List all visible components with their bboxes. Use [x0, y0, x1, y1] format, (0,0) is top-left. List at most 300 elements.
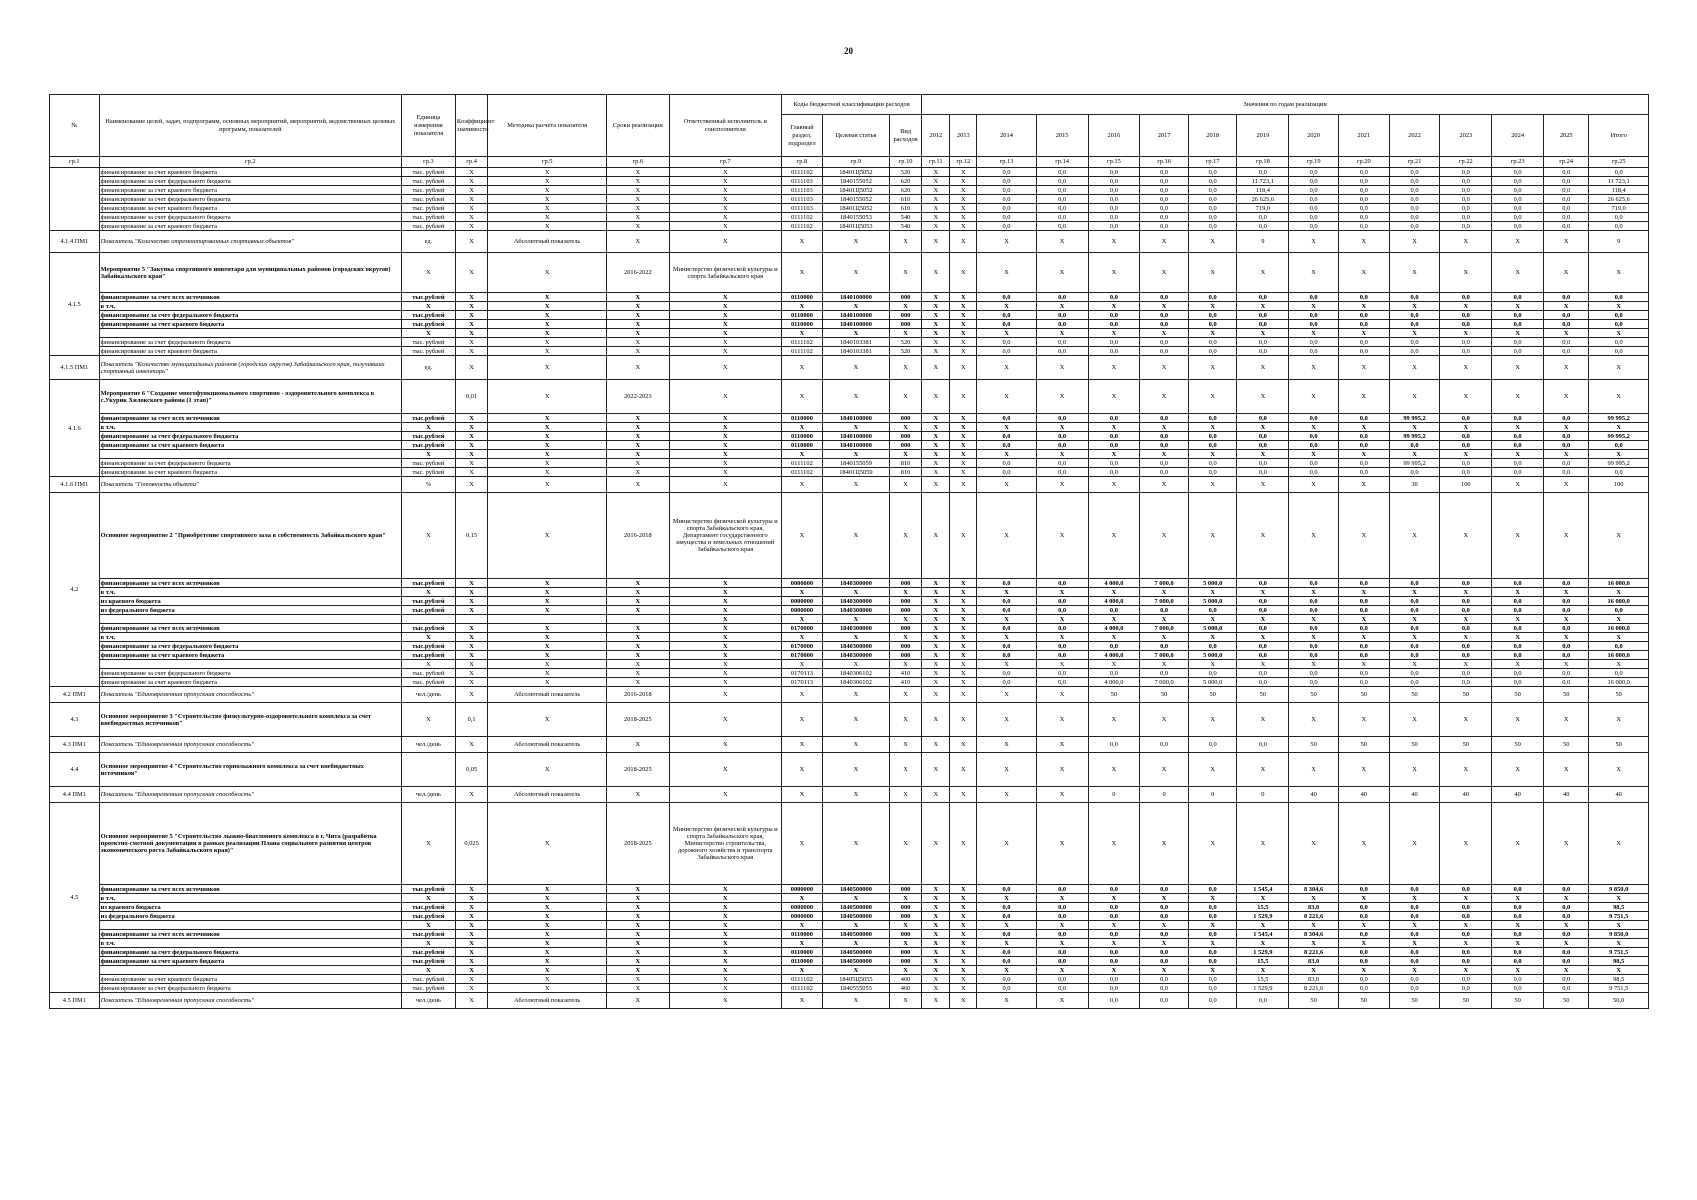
header-year: 2023 [1440, 115, 1492, 157]
row-cell: X [607, 213, 670, 222]
row-cell: 0,0 [1389, 597, 1440, 606]
row-cell: 0,0 [1440, 948, 1492, 957]
row-cell: 0,0 [1492, 195, 1544, 204]
row-cell: X [455, 414, 487, 423]
row-number: 4.5 [50, 803, 100, 993]
row-cell: 1840100000 [822, 311, 889, 320]
row-cell: X [950, 579, 977, 588]
row-cell: 0,0 [1544, 579, 1589, 588]
row-cell: 0,0 [1289, 204, 1339, 213]
row-cell: чел./день [401, 737, 455, 753]
row-cell: 0,0 [1289, 468, 1339, 477]
row-cell: 0,0 [1338, 186, 1389, 195]
row-cell: X [950, 423, 977, 432]
row-cell: 0,0 [1544, 338, 1589, 347]
row-cell: X [1338, 966, 1389, 975]
row-cell: 50 [1188, 687, 1237, 703]
row-cell: X [781, 588, 822, 597]
row-name: финансирование за счет краевого бюджета [99, 186, 401, 195]
row-cell: 0,0 [1589, 642, 1649, 651]
row-cell: X [950, 787, 977, 803]
row-cell: 610 [889, 195, 921, 204]
row-cell: 0,0 [1492, 293, 1544, 302]
row-cell: 0,0 [1088, 168, 1140, 177]
row-cell: X [1492, 588, 1544, 597]
row-cell: 0,0 [1544, 222, 1589, 231]
row-cell: 0,0 [1389, 338, 1440, 347]
row-cell: 0111102 [781, 213, 822, 222]
row-cell: X [950, 678, 977, 687]
row-cell: чел./день [401, 993, 455, 1009]
row-cell: 118,4 [1589, 186, 1649, 195]
row-cell: 0,0 [1389, 606, 1440, 615]
row-cell: 000 [889, 624, 921, 633]
row-cell: X [1440, 615, 1492, 624]
row-cell: X [1140, 231, 1189, 253]
row-cell: 0,0 [977, 168, 1036, 177]
row-cell: 0,0 [1036, 912, 1088, 921]
row-cell: X [1544, 894, 1589, 903]
row-cell: 0,0 [1338, 177, 1389, 186]
row-cell: X [1440, 329, 1492, 338]
row-cell: X [455, 912, 487, 921]
row-cell: 0,0 [1140, 957, 1189, 966]
row-cell: 18401Ц5052 [822, 186, 889, 195]
header-year: 2018 [1188, 115, 1237, 157]
financing-row [50, 939, 1649, 948]
row-cell: 0,0 [1289, 678, 1339, 687]
row-cell: X [922, 347, 950, 356]
row-cell: 0,0 [977, 912, 1036, 921]
row-cell: 0,0 [1544, 168, 1589, 177]
row-cell: 1840103381 [822, 338, 889, 347]
row-cell: 0,0 [1492, 678, 1544, 687]
row-cell: чел./день [401, 687, 455, 703]
row-cell: 0,0 [1338, 642, 1389, 651]
row-cell: X [1088, 302, 1140, 311]
row-cell: 0,01 [455, 380, 487, 414]
row-cell: X [922, 441, 950, 450]
row-cell: 50 [1389, 737, 1440, 753]
financing-row [50, 903, 1649, 912]
row-cell: X [1036, 894, 1088, 903]
row-cell: X [1188, 231, 1237, 253]
column-number-row [50, 157, 1649, 168]
row-cell: X [1289, 939, 1339, 948]
row-cell: 18401Ц5053 [822, 222, 889, 231]
row-cell: 0,0 [1036, 168, 1088, 177]
row-cell: 0,0 [1440, 957, 1492, 966]
row-cell: X [950, 669, 977, 678]
row-cell: 0,0 [1289, 213, 1339, 222]
row-cell: X [607, 903, 670, 912]
row-cell: X [669, 423, 781, 432]
row-cell: X [922, 921, 950, 930]
row-cell: X [488, 356, 607, 380]
row-cell: 0,0 [1544, 984, 1589, 993]
row-cell: X [889, 356, 921, 380]
row-cell: X [607, 787, 670, 803]
row-cell: X [401, 660, 455, 669]
row-cell: 0,0 [1589, 468, 1649, 477]
row-cell: 0,0 [1492, 624, 1544, 633]
row-cell: X [607, 975, 670, 984]
row-cell: X [922, 468, 950, 477]
row-cell: X [781, 615, 822, 624]
row-cell: X [922, 984, 950, 993]
row-name: финансирование за счет всех источников [99, 930, 401, 939]
row-cell: чел./день [401, 787, 455, 803]
row-cell: X [455, 588, 487, 597]
row-cell: 620 [889, 177, 921, 186]
row-cell: X [401, 493, 455, 579]
row-cell: 0,0 [1188, 737, 1237, 753]
row-cell: 2018-2025 [607, 753, 670, 787]
row-cell: 0,0 [1140, 222, 1189, 231]
row-cell: 8 221,6 [1289, 948, 1339, 957]
row-cell: 1840500000 [822, 930, 889, 939]
row-cell: X [1389, 753, 1440, 787]
row-cell: X [1289, 329, 1339, 338]
row-cell: X [488, 939, 607, 948]
row-cell: X [488, 347, 607, 356]
row-cell: тыс.рублей [401, 885, 455, 894]
row-cell: 0111102 [781, 168, 822, 177]
financing-row [50, 642, 1649, 651]
row-cell: X [781, 921, 822, 930]
row-name: финансирование за счет федерального бюджета [99, 459, 401, 468]
row-cell: X [455, 678, 487, 687]
row-cell: X [1237, 633, 1289, 642]
row-cell: X [922, 624, 950, 633]
row-cell: X [822, 660, 889, 669]
row-cell: 0,0 [1237, 624, 1289, 633]
row-cell: X [822, 356, 889, 380]
row-cell: X [1237, 356, 1289, 380]
row-cell: X [488, 912, 607, 921]
row-cell: 0,0 [1589, 168, 1649, 177]
row-cell: X [1188, 450, 1237, 459]
row-cell: X [669, 441, 781, 450]
row-cell: 0,0 [1188, 293, 1237, 302]
row-cell: 0,0 [1140, 606, 1189, 615]
row-cell: X [950, 468, 977, 477]
row-cell: 0,0 [1140, 948, 1189, 957]
row-cell: X [1088, 356, 1140, 380]
row-cell: 0,0 [1440, 441, 1492, 450]
row-cell: X [1440, 356, 1492, 380]
row-cell: X [822, 302, 889, 311]
row-cell: X [922, 615, 950, 624]
row-cell: 16 000,0 [1589, 579, 1649, 588]
row-cell: X [950, 493, 977, 579]
column-number: гр.11 [922, 157, 950, 168]
row-cell: X [1589, 660, 1649, 669]
row-cell: 0170113 [781, 678, 822, 687]
row-cell: X [1289, 615, 1339, 624]
row-cell: 0,0 [1036, 293, 1088, 302]
row-cell: X [1492, 477, 1544, 493]
row-cell: 11 723,1 [1237, 177, 1289, 186]
row-cell: 100 [1589, 477, 1649, 493]
measure-row [50, 380, 1649, 414]
row-cell: 0,0 [1440, 213, 1492, 222]
row-cell: X [1289, 380, 1339, 414]
row-cell: X [1036, 939, 1088, 948]
row-cell: X [1492, 966, 1544, 975]
row-name: финансирование за счет федерального бюджета [99, 948, 401, 957]
row-cell: X [488, 177, 607, 186]
row-cell: 0,0 [1440, 204, 1492, 213]
row-cell: 1840155052 [822, 177, 889, 186]
row-cell: X [889, 660, 921, 669]
row-cell: X [488, 975, 607, 984]
row-cell: 0,0 [977, 414, 1036, 423]
row-cell [607, 615, 670, 624]
row-cell: X [1589, 966, 1649, 975]
row-cell: X [950, 477, 977, 493]
row-cell: 4 000,0 [1088, 597, 1140, 606]
row-cell: X [922, 414, 950, 423]
row-cell: X [922, 204, 950, 213]
row-cell: 1840155053 [822, 213, 889, 222]
row-cell: 50 [1440, 737, 1492, 753]
row-cell: X [1544, 380, 1589, 414]
row-cell: X [1088, 253, 1140, 293]
row-cell: X [1088, 894, 1140, 903]
row-cell: 0111102 [781, 338, 822, 347]
row-cell: X [455, 624, 487, 633]
row-cell: 0,0 [1188, 338, 1237, 347]
row-cell: X [1544, 329, 1589, 338]
row-number: 4.1.5 ПМ1 [50, 356, 100, 380]
row-cell: 1840300000 [822, 624, 889, 633]
row-cell: 40 [1440, 787, 1492, 803]
row-cell: X [401, 588, 455, 597]
row-cell: X [607, 912, 670, 921]
row-cell: X [669, 703, 781, 737]
row-cell: 0 [1188, 787, 1237, 803]
row-cell: X [607, 894, 670, 903]
row-cell: 1840300000 [822, 606, 889, 615]
row-name: финансирование за счет краевого бюджета [99, 441, 401, 450]
row-cell: 0,0 [977, 195, 1036, 204]
row-cell: ед. [401, 231, 455, 253]
row-cell: Абсолютный показатель [488, 993, 607, 1009]
row-cell: X [455, 642, 487, 651]
row-cell: X [1440, 939, 1492, 948]
row-cell: 0,0 [1389, 948, 1440, 957]
row-cell: 0,0 [977, 204, 1036, 213]
row-cell: X [1589, 939, 1649, 948]
row-cell: 0,0 [1492, 168, 1544, 177]
row-cell: 0,0 [1237, 669, 1289, 678]
row-cell: 0,0 [1440, 468, 1492, 477]
row-cell: 15,5 [1237, 975, 1289, 984]
row-name [99, 329, 401, 338]
row-cell: 0,0 [1338, 912, 1389, 921]
row-cell: X [1338, 302, 1389, 311]
header-term: Сроки реализации [607, 95, 670, 157]
financing-row [50, 984, 1649, 993]
row-cell: X [1389, 231, 1440, 253]
row-cell: 0,0 [1544, 468, 1589, 477]
row-cell: 0,0 [1036, 320, 1088, 329]
row-cell: X [1036, 588, 1088, 597]
row-cell: 0,0 [1440, 186, 1492, 195]
row-cell: 520 [889, 168, 921, 177]
row-cell: 0,0 [1492, 642, 1544, 651]
row-cell: X [1036, 423, 1088, 432]
row-cell: 0,0 [977, 432, 1036, 441]
row-cell: X [1492, 803, 1544, 885]
row-cell: X [889, 737, 921, 753]
row-cell: X [1237, 615, 1289, 624]
financing-row [50, 597, 1649, 606]
row-cell: тыс. рублей [401, 468, 455, 477]
row-cell: X [1237, 803, 1289, 885]
row-name: из краевого бюджета [99, 903, 401, 912]
row-cell: 50 [1389, 687, 1440, 703]
row-cell: 0,0 [1088, 606, 1140, 615]
row-cell: 0,0 [1289, 320, 1339, 329]
row-cell: 0,0 [1289, 168, 1339, 177]
row-cell: X [922, 703, 950, 737]
row-cell: X [669, 624, 781, 633]
row-cell: X [1440, 966, 1492, 975]
row-cell: 9 [1589, 231, 1649, 253]
row-cell: 0,0 [1544, 606, 1589, 615]
row-cell: X [922, 311, 950, 320]
row-cell: 0,0 [1036, 213, 1088, 222]
row-cell: X [607, 414, 670, 423]
row-cell: 0,0 [1036, 669, 1088, 678]
row-name: из краевого бюджета [99, 597, 401, 606]
financing-row [50, 177, 1649, 186]
row-number [50, 168, 100, 231]
row-cell: X [950, 186, 977, 195]
row-cell: X [455, 468, 487, 477]
row-cell: 4 000,0 [1088, 651, 1140, 660]
row-cell: 0,0 [1088, 311, 1140, 320]
row-cell: X [607, 329, 670, 338]
row-cell: X [607, 597, 670, 606]
row-cell: тыс.рублей [401, 624, 455, 633]
row-cell: X [607, 477, 670, 493]
row-cell: X [455, 885, 487, 894]
row-cell: X [1338, 450, 1389, 459]
row-cell: X [950, 450, 977, 459]
row-cell: X [1589, 803, 1649, 885]
row-cell: 0,0 [1188, 885, 1237, 894]
row-cell: X [1338, 253, 1389, 293]
row-cell: 5 000,0 [1188, 651, 1237, 660]
row-cell: X [922, 423, 950, 432]
row-cell: X [1088, 477, 1140, 493]
row-cell: 000 [889, 311, 921, 320]
row-cell: X [922, 939, 950, 948]
row-cell: X [669, 948, 781, 957]
row-cell: X [669, 588, 781, 597]
column-number: гр.20 [1338, 157, 1389, 168]
row-cell: X [977, 993, 1036, 1009]
row-cell: X [1237, 753, 1289, 787]
row-cell: 40 [1389, 787, 1440, 803]
row-cell: X [669, 293, 781, 302]
row-cell: X [922, 195, 950, 204]
row-cell: X [1589, 921, 1649, 930]
row-cell: X [607, 948, 670, 957]
row-cell: X [1237, 588, 1289, 597]
row-cell: X [401, 966, 455, 975]
row-cell: X [669, 753, 781, 787]
row-cell: X [488, 930, 607, 939]
row-cell: 0,0 [1440, 606, 1492, 615]
row-cell: 000 [889, 651, 921, 660]
financing-row [50, 468, 1649, 477]
row-cell: тыс. рублей [401, 984, 455, 993]
row-cell: X [607, 939, 670, 948]
row-cell: X [1036, 450, 1088, 459]
row-cell: X [1338, 703, 1389, 737]
row-cell: X [1036, 660, 1088, 669]
row-cell: X [922, 966, 950, 975]
row-cell: 0,0 [1544, 903, 1589, 912]
row-cell: 16 000,0 [1589, 597, 1649, 606]
row-cell: X [607, 678, 670, 687]
row-cell: 0,0 [1237, 338, 1289, 347]
row-cell: 1840300000 [822, 651, 889, 660]
row-cell: 0,0 [1140, 885, 1189, 894]
row-cell: 0,0 [1492, 606, 1544, 615]
row-cell: X [822, 423, 889, 432]
row-cell: 0,0 [1140, 186, 1189, 195]
row-cell: 0,0 [1036, 948, 1088, 957]
row-cell: X [1544, 450, 1589, 459]
row-cell: 5 000,0 [1188, 624, 1237, 633]
row-cell: X [1237, 939, 1289, 948]
row-cell: X [607, 966, 670, 975]
row-cell: 7 000,0 [1140, 651, 1189, 660]
row-cell: X [1289, 302, 1339, 311]
row-cell: 000 [889, 642, 921, 651]
row-cell: 0,0 [1544, 186, 1589, 195]
row-cell: 0111102 [781, 975, 822, 984]
row-cell: X [1492, 253, 1544, 293]
row-cell: 0,0 [1289, 642, 1339, 651]
row-cell: X [977, 737, 1036, 753]
row-cell: 0,0 [1289, 606, 1339, 615]
row-cell: X [1140, 356, 1189, 380]
financing-row [50, 921, 1649, 930]
row-cell: X [488, 885, 607, 894]
row-cell: X [669, 311, 781, 320]
measure-row [50, 803, 1649, 885]
row-cell: 0,0 [1544, 195, 1589, 204]
row-cell: X [669, 894, 781, 903]
header-year-values: Значения по годам реализации [922, 95, 1649, 115]
header-budget-codes: Коды бюджетной классификации расходов [781, 95, 921, 115]
column-number: гр.21 [1389, 157, 1440, 168]
row-cell: тыс.рублей [401, 948, 455, 957]
row-cell: X [1289, 753, 1339, 787]
column-number: гр.16 [1140, 157, 1189, 168]
row-cell: X [950, 588, 977, 597]
row-cell: X [889, 231, 921, 253]
financing-row [50, 975, 1649, 984]
row-cell: 0,0 [1088, 441, 1140, 450]
row-cell: Абсолютный показатель [488, 687, 607, 703]
